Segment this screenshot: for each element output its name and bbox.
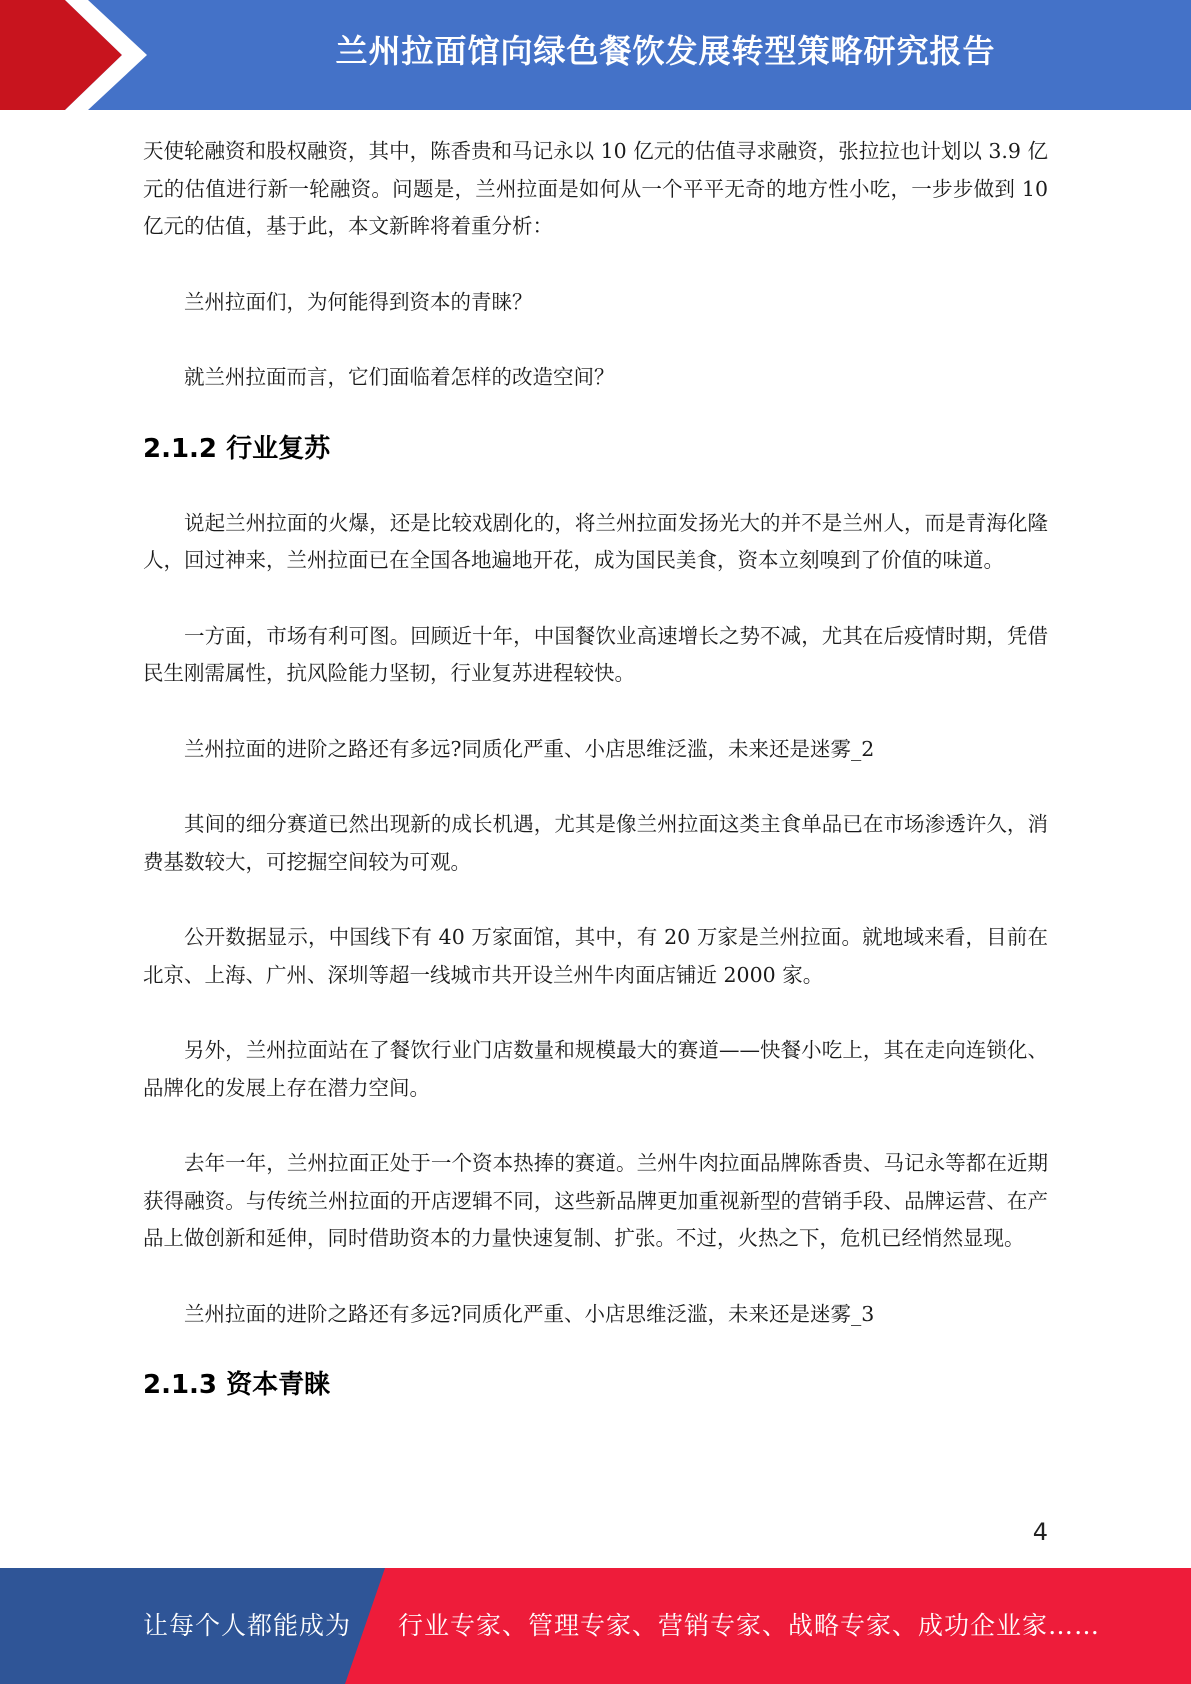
report-title: 兰州拉面馆向绿色餐饮发展转型策略研究报告 bbox=[335, 32, 996, 70]
paragraph: 另外，兰州拉面站在了餐饮行业门店数量和规模最大的赛道——快餐小吃上，其在走向连锁化、品牌化的发展上存在潜力空间。 bbox=[143, 1038, 1048, 1100]
image-caption: 兰州拉面的进阶之路还有多远?同质化严重、小店思维泛滥，未来还是迷雾_2 bbox=[184, 736, 875, 761]
paragraph: 兰州拉面们，为何能得到资本的青睐？ bbox=[184, 289, 533, 314]
paragraph: 天使轮融资和股权融资，其中，陈香贵和马记永以 10 亿元的估值寻求融资，张拉拉也计划以 3.9 亿元的估值进行新一轮融资。问题是，兰州拉面是如何从一个平平无奇的地方性小吃，一步步做到 10 亿元的估值，基于此，本文新眸将着重分析： bbox=[143, 139, 1048, 238]
footer-slogan: 让每个人都能成为 bbox=[143, 1611, 352, 1640]
paragraph: 说起兰州拉面的火爆，还是比较戏剧化的，将兰州拉面发扬光大的并不是兰州人，而是青海化隆人，回过神来，兰州拉面已在全国各地遍地开花，成为国民美食，资本立刻嗅到了价值的味道。 bbox=[143, 510, 1048, 572]
paragraph: 就兰州拉面而言，它们面临着怎样的改造空间？ bbox=[184, 365, 615, 389]
section-heading: 2.1.3 资本青睐 bbox=[143, 1370, 331, 1400]
page-number: 4 bbox=[1032, 1518, 1048, 1546]
document-body bbox=[143, 133, 1048, 1403]
paragraph: 其间的细分赛道已然出现新的成长机遇，尤其是像兰州拉面这类主食单品已在市场渗透许久，消费基数较大，可挖掘空间较为可观。 bbox=[143, 812, 1048, 874]
paragraph: 去年一年，兰州拉面正处于一个资本热捧的赛道。兰州牛肉拉面品牌陈香贵、马记永等都在近期获得融资。与传统兰州拉面的开店逻辑不同，这些新品牌更加重视新型的营销手段、品牌运营、在产品上做创新和延伸，同时借助资本的力量快速复制、扩张。不过，火热之下，危机已经悄然显现。 bbox=[143, 1151, 1048, 1250]
footer-banner bbox=[0, 1568, 1191, 1684]
section-heading: 2.1.2 行业复苏 bbox=[143, 433, 331, 464]
header-banner bbox=[0, 0, 1191, 110]
paragraph: 一方面，市场有利可图。回顾近十年，中国餐饮业高速增长之势不减，尤其在后疫情时期，凭借民生刚需属性，抗风险能力坚韧，行业复苏进程较快。 bbox=[143, 623, 1048, 685]
footer-roles: 行业专家、管理专家、营销专家、战略专家、成功企业家…… bbox=[398, 1611, 1101, 1640]
image-caption: 兰州拉面的进阶之路还有多远?同质化严重、小店思维泛滥，未来还是迷雾_3 bbox=[184, 1301, 875, 1326]
paragraph: 公开数据显示，中国线下有 40 万家面馆，其中，有 20 万家是兰州拉面。就地域来看，目前在北京、上海、广州、深圳等超一线城市共开设兰州牛肉面店铺近 2000 家。 bbox=[143, 925, 1048, 987]
arrow-emblem-icon bbox=[0, 0, 160, 110]
